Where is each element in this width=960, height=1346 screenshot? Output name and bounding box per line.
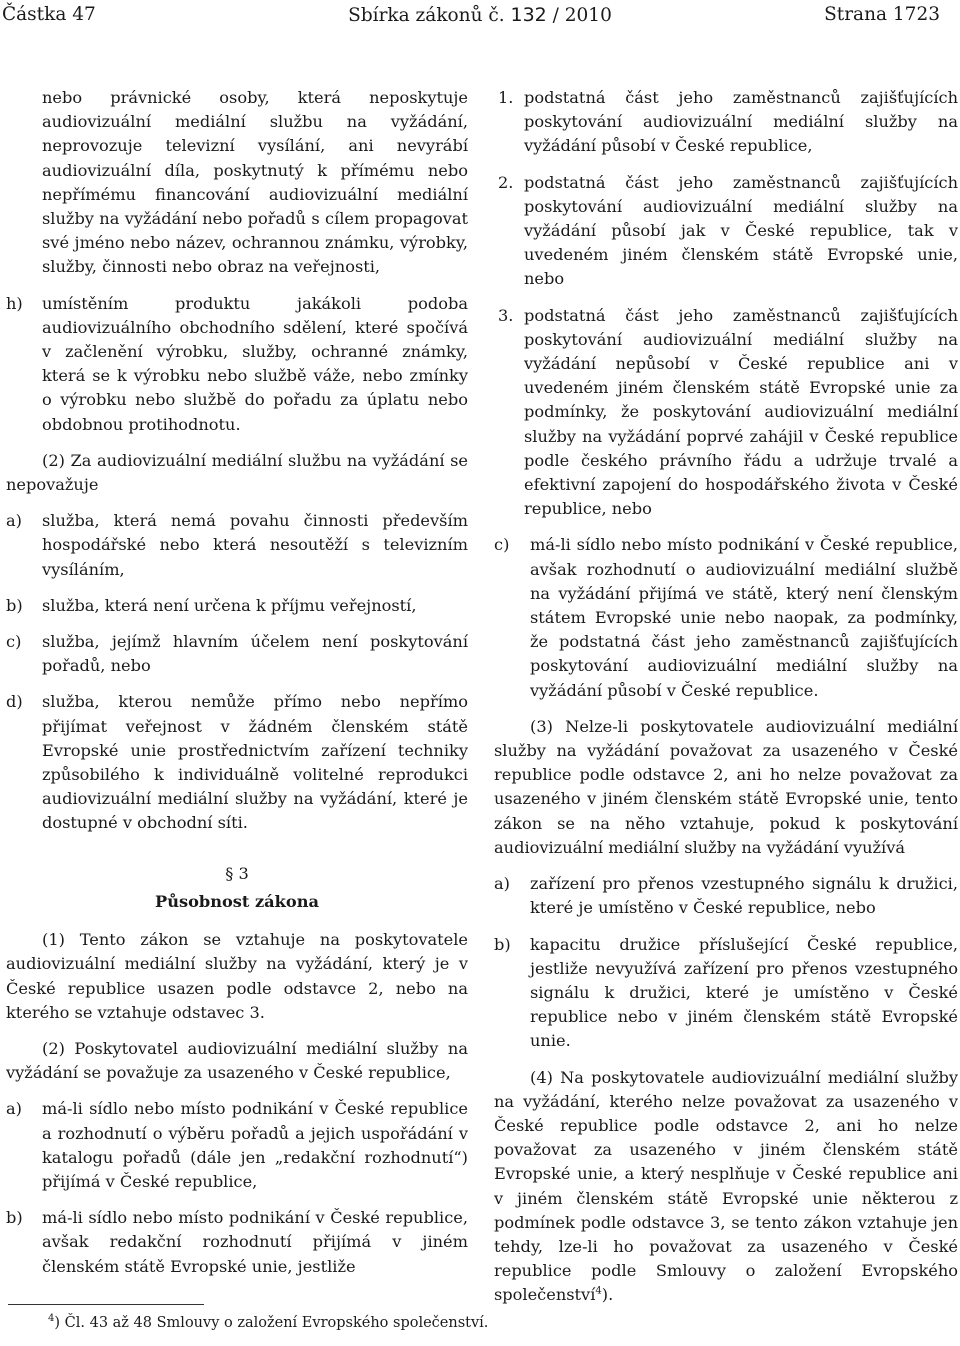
header-page-number: Strana 1723: [824, 4, 940, 25]
numbered-item: [494, 304, 958, 522]
right-column: [494, 86, 958, 1320]
header-collection-year: / 2010: [546, 5, 612, 26]
list-item: [6, 509, 468, 582]
paragraph-3: (3) Nelze-li poskytovatele audiovizuální mediální služby na vyžádání považovat za usazeného v České republice podle odstavce 2, ani ho nelze považovat za usazeného v jiném členském státě Evropské unie, tento zákon se na něho vztahuje, pokud k poskytování audiovizuální mediální služby na vyžádání využívá: [494, 716, 958, 857]
list-item: [494, 872, 958, 920]
list-item: [494, 933, 958, 1054]
section-3-paragraph-1: (1) Tento zákon se vztahuje na poskytovatele audiovizuální mediální služby na vyžádání, který je v České republice usazen podle odstavce 2, nebo na kterého se vztahuje odstavec 3.: [6, 930, 468, 1022]
paragraph-2-intro: (2) Za audiovizuální mediální službu na vyžádání se nepovažuje: [6, 450, 468, 495]
list-marker: a): [494, 874, 510, 894]
paragraph-4-tail: ).: [601, 1285, 614, 1305]
section-title: Působnost zákona: [155, 891, 319, 911]
list-item: [6, 594, 468, 618]
list-marker: d): [6, 692, 23, 712]
section-3-paragraph-2-intro: (2) Poskytovatel audiovizuální mediální služby na vyžádání se považuje za usazeného v České republice,: [6, 1038, 468, 1083]
header-issue: Částka 47: [2, 4, 96, 25]
list-marker: c): [494, 535, 510, 555]
list-item-text: služba, která není určena k příjmu veřejností,: [42, 595, 417, 615]
list-item: [6, 690, 468, 835]
list-item-text: služba, která nemá povahu činnosti především hospodářské nebo která nesoutěží s televizním vysíláním,: [42, 511, 468, 579]
list-item-text: podstatná část jeho zaměstnanců zajišťujících poskytování audiovizuální mediální služby na vyžádání nepůsobí v České republice ani v uvedeném jiném členském státě Evropské unie za podmínky, že poskytování audiovizuální mediální služby na vyžádání poprvé zahájil v České republice podle českého právního řádu a udržuje trvalé a efektivní zapojení do hospodářského života v České republice, nebo: [524, 305, 958, 519]
footnote-number: 4: [48, 1313, 55, 1325]
page-header: [0, 4, 960, 30]
list-item-h: [6, 292, 468, 437]
header-collection: [0, 4, 960, 27]
list-marker: h): [6, 293, 23, 313]
continuation-paragraph: nebo právnické osoby, která neposkytuje audiovizuální mediální službu na vyžádání, neprovozuje televizní vysílání, ani nevyrábí audiovizuální díla, poskytnutý k přímému nebo nepřímému financování audiovizuální mediální služby na vyžádání nebo pořadů s cílem propagovat své jméno nebo název, ochrannou známku, výrobky, služby, činnosti nebo obraz na veřejnosti,: [42, 88, 468, 277]
footnote-reference[interactable]: 4: [595, 1285, 602, 1297]
list-marker: c): [6, 632, 22, 652]
left-column: [6, 86, 468, 1291]
list-item-text: služba, kterou nemůže přímo nebo nepřímo přijímat veřejnost v žádném členském státě Evropské unie prostřednictvím zařízení techniky způsobilého k individuálně volitelné reprodukci audiovizuální mediální služby na vyžádání, které je dostupné v obchodní síti.: [42, 692, 468, 833]
list-item-text: podstatná část jeho zaměstnanců zajišťujících poskytování audiovizuální mediální služby na vyžádání působí jak v České republice, tak v uvedeném jiném členském státě Evropské unie, nebo: [524, 172, 958, 289]
list-marker: a): [6, 511, 22, 531]
footnote: [48, 1313, 928, 1333]
list-item: [6, 1206, 468, 1279]
list-item-text: má-li sídlo nebo místo podnikání v České republice, avšak redakční rozhodnutí přijímá v jiném členském státě Evropské unie, jestliže: [42, 1208, 468, 1276]
numbered-item: [494, 171, 958, 292]
list-item: [6, 1097, 468, 1194]
list-item-text: má-li sídlo nebo místo podnikání v České republice, avšak rozhodnutí o audiovizuální mediální službě na vyžádání přijímá ve státě, který není členským státem Evropské unie nebo naopak, za podmínky, že podstatná část jeho zaměstnanců zajišťujících poskytování audiovizuální mediální služby na vyžádání působí v České republice.: [530, 535, 958, 700]
footnote-close: ): [54, 1315, 65, 1331]
list-item-text: zařízení pro přenos vzestupného signálu k družici, které je umístěno v České republice, nebo: [530, 874, 958, 918]
list-marker: b): [494, 934, 511, 954]
numbered-item: [494, 86, 958, 159]
list-marker: a): [6, 1099, 22, 1119]
paragraph-4-text: (4) Na poskytovatele audiovizuální mediální služby na vyžádání, kterého nelze považovat za usazeného v České republice podle odstavce 2, ani ho nelze považovat za usazeného v jiném členském státě Evropské unie, a který nesplňuje v České republice ani v jiném členském státě Evropské unie některou z podmínek podle odstavce 3, se tento zákon vztahuje jen tehdy, lze-li ho považovat za usazeného v České republice podle Smlouvy o založení Evropského společenství: [494, 1067, 958, 1305]
section-sign: § 3: [225, 863, 249, 883]
header-law-number: 132: [510, 4, 547, 26]
list-item-text: podstatná část jeho zaměstnanců zajišťujících poskytování audiovizuální mediální služby na vyžádání působí v České republice,: [524, 88, 958, 156]
paragraph-4: [494, 1066, 958, 1308]
list-marker: 2.: [498, 172, 514, 192]
list-marker: 3.: [498, 305, 514, 325]
list-marker: 1.: [498, 88, 514, 107]
header-collection-prefix: Sbírka zákonů č.: [348, 5, 511, 26]
list-marker: b): [6, 1208, 23, 1228]
footnote-text: Čl. 43 až 48 Smlouvy o založení Evropského společenství.: [64, 1315, 489, 1331]
list-item-text: kapacitu družice příslušející České republice, jestliže nevyužívá zařízení pro přenos vzestupného signálu k družici, které je umístěno v České republice nebo v jiném členském státě Evropské unie.: [530, 934, 958, 1051]
list-item: [6, 630, 468, 678]
footnote-divider: [8, 1304, 204, 1305]
list-item-text: služba, jejímž hlavním účelem není poskytování pořadů, nebo: [42, 632, 468, 676]
list-item-text: umístěním produktu jakákoli podoba audiovizuálního obchodního sdělení, které spočívá v začlenění výrobku, služby, ochranné známky, která se k výrobku nebo službě váže, nebo zmínky o výrobku nebo službě do pořadu za úplatu nebo obdobnou protihodnotu.: [42, 293, 468, 434]
list-marker: b): [6, 595, 23, 615]
list-item-text: má-li sídlo nebo místo podnikání v České republice a rozhodnutí o výběru pořadů a jejich uspořádání v katalogu pořadů (dále jen „redakční rozhodnutí“) přijímá v České republice,: [42, 1099, 468, 1191]
list-item-c: [494, 533, 958, 702]
